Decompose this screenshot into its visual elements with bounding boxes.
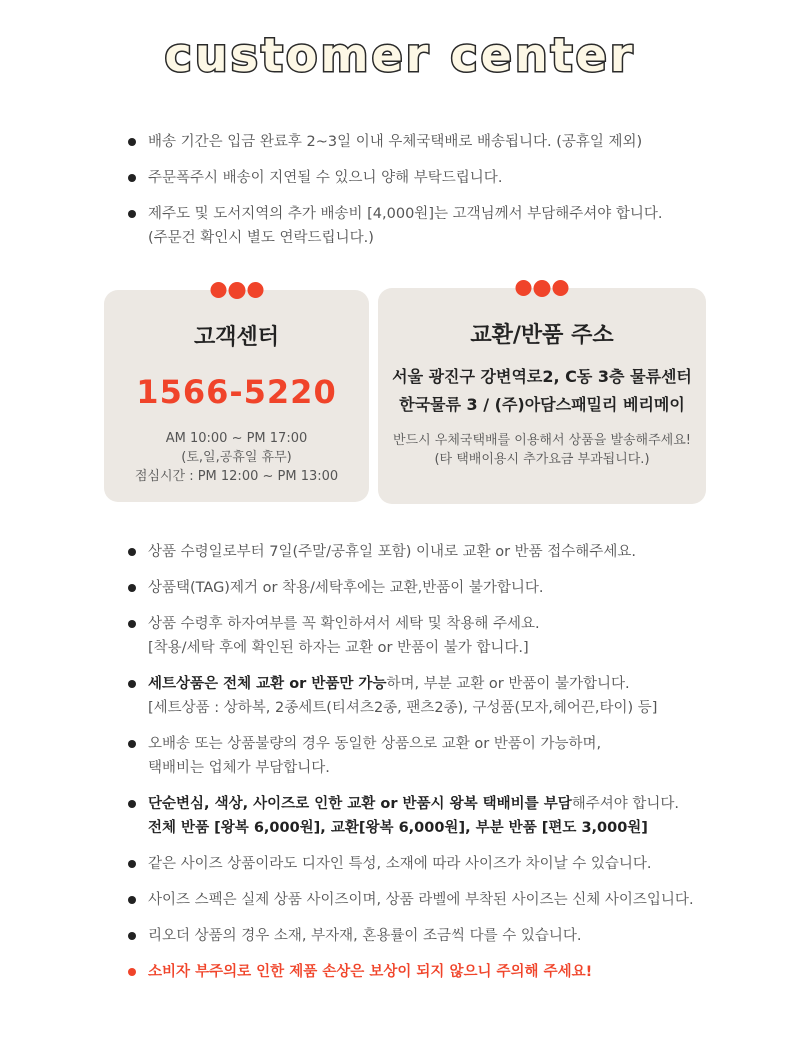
list-item: 단순변심, 색상, 사이즈로 인한 교환 or 반품시 왕복 택배비를 부담해주셔야 합니다. 전체 반품 [왕복 6,000원], 교환[왕복 6,000원], 부분 반품 [편도 3,000원] <box>128 792 738 840</box>
bullet-icon <box>128 548 136 556</box>
list-item: 리오더 상품의 경우 소재, 부자재, 혼용률이 조금씩 다를 수 있습니다. <box>128 924 738 948</box>
list-item: 사이즈 스펙은 실제 상품 사이즈이며, 상품 라벨에 부착된 사이즈는 신체 사이즈입니다. <box>128 888 738 912</box>
bullet-icon <box>128 860 136 868</box>
bullet-icon <box>128 968 136 976</box>
return-address: 서울 광진구 강변역로2, C동 3층 물류센터 한국물류 3 / (주)아담스패밀리 베리메이 <box>392 367 692 414</box>
bullet-icon <box>128 210 136 218</box>
list-item: 상품 수령후 하자여부를 꼭 확인하셔서 세탁 및 착용해 주세요. [착용/세탁 후에 확인된 하자는 교환 or 반품이 불가 합니다.] <box>128 612 738 660</box>
list-item: 세트상품은 전체 교환 or 반품만 가능하며, 부분 교환 or 반품이 불가합니다. [세트상품 : 상하복, 2종세트(티셔츠2종, 팬츠2종), 구성품(모자,헤어끈,타이) 등] <box>128 672 738 720</box>
return-address-card <box>378 288 706 504</box>
pin-decoration <box>516 280 569 297</box>
customer-center-card <box>104 290 369 502</box>
bullet-icon <box>128 584 136 592</box>
page-header <box>0 28 800 82</box>
list-item: 주문폭주시 배송이 지연될 수 있으니 양해 부탁드립니다. <box>128 166 738 190</box>
list-item: 같은 사이즈 상품이라도 디자인 특성, 소재에 따라 사이즈가 차이날 수 있습니다. <box>128 852 738 876</box>
shipping-notes-list <box>128 130 738 262</box>
customer-center-heading: 고객센터 <box>193 325 279 350</box>
page-title: customer center <box>164 28 636 82</box>
bullet-icon <box>128 138 136 146</box>
return-notice: 반드시 우체국택배를 이용해서 상품을 발송해주세요! (타 택배이용시 추가요금 부과됩니다.) <box>392 433 692 467</box>
business-hours: AM 10:00 ~ PM 17:00 (토,일,공휴일 휴무) 점심시간 : PM 12:00 ~ PM 13:00 <box>134 431 339 484</box>
phone-number: 1566-5220 <box>136 373 337 411</box>
list-item: 상품택(TAG)제거 or 착용/세탁후에는 교환,반품이 불가합니다. <box>128 576 738 600</box>
exchange-notes-list <box>128 540 738 996</box>
bullet-icon <box>128 174 136 182</box>
pin-decoration <box>210 282 263 299</box>
bullet-icon <box>128 620 136 628</box>
list-item: 오배송 또는 상품불량의 경우 동일한 상품으로 교환 or 반품이 가능하며, 택배비는 업체가 부담합니다. <box>128 732 738 780</box>
warning-item: 소비자 부주의로 인한 제품 손상은 보상이 되지 않으니 주의해 주세요! <box>128 960 738 984</box>
bullet-icon <box>128 932 136 940</box>
bullet-icon <box>128 680 136 688</box>
bullet-icon <box>128 800 136 808</box>
list-item: 상품 수령일로부터 7일(주말/공휴일 포함) 이내로 교환 or 반품 접수해주세요. <box>128 540 738 564</box>
list-item: 제주도 및 도서지역의 추가 배송비 [4,000원]는 고객님께서 부담해주셔야 합니다. (주문건 확인시 별도 연락드립니다.) <box>128 202 738 250</box>
return-address-heading: 교환/반품 주소 <box>470 323 614 348</box>
list-item: 배송 기간은 입금 완료후 2~3일 이내 우체국택배로 배송됩니다. (공휴일 제외) <box>128 130 738 154</box>
bullet-icon <box>128 896 136 904</box>
bullet-icon <box>128 740 136 748</box>
